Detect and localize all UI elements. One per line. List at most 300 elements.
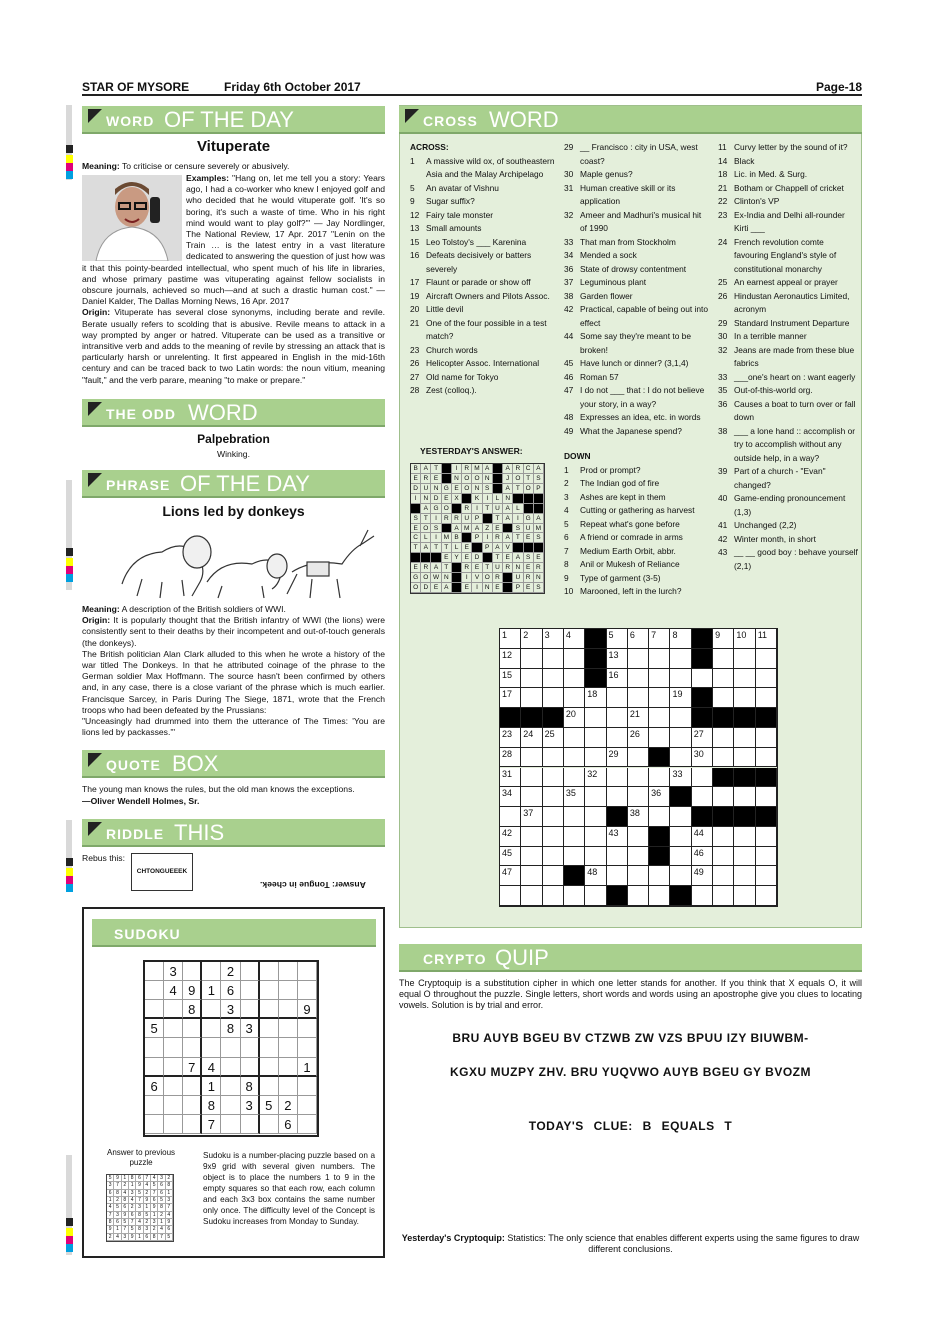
crossword-cell[interactable]: [628, 748, 649, 768]
answer-cell: 3: [166, 1197, 173, 1204]
crossword-cell[interactable]: [670, 708, 691, 728]
clue-item: [718, 141, 860, 155]
answer-cell: E: [493, 583, 503, 593]
sudoku-cell[interactable]: [241, 1038, 260, 1057]
sudoku-cell[interactable]: [241, 981, 260, 1000]
clue-text: Human creative skill or its application: [580, 182, 676, 206]
clue-text: Roman 57: [580, 371, 619, 382]
crossword-cell[interactable]: [756, 649, 777, 669]
clue-text: Practical, capable of being out into effect: [580, 304, 709, 328]
answer-cell: O: [421, 573, 431, 583]
crossword-cell[interactable]: [521, 748, 542, 768]
sudoku-cell[interactable]: [183, 1038, 202, 1057]
cell-number: 29: [608, 748, 619, 759]
crossword-cell[interactable]: [543, 807, 564, 827]
sudoku-cell[interactable]: [145, 1096, 164, 1115]
sudoku-cell[interactable]: [202, 1019, 221, 1038]
answer-cell: 6: [136, 1175, 143, 1182]
crossword-cell[interactable]: [500, 886, 521, 906]
crossword-cell[interactable]: [649, 688, 670, 708]
crossword-cell[interactable]: [649, 866, 670, 886]
sudoku-cell[interactable]: [260, 1115, 279, 1134]
crossword-cell[interactable]: [500, 748, 521, 768]
crossword-cell[interactable]: [500, 768, 521, 788]
crossword-cell[interactable]: [607, 629, 628, 649]
sudoku-cell[interactable]: [164, 1058, 183, 1077]
crossword-cell[interactable]: [543, 768, 564, 788]
crossword-cell[interactable]: [628, 629, 649, 649]
answer-cell: D: [431, 494, 441, 504]
crossword-cell[interactable]: [607, 866, 628, 886]
crossword-cell[interactable]: [670, 847, 691, 867]
sudoku-cell[interactable]: [145, 981, 164, 1000]
crossword-cell[interactable]: [500, 847, 521, 867]
sudoku-cell[interactable]: [279, 1058, 298, 1077]
sudoku-cell[interactable]: [260, 962, 279, 981]
crossword-cell[interactable]: [628, 787, 649, 807]
crossword-cell[interactable]: [628, 847, 649, 867]
sudoku-cell[interactable]: [164, 1000, 183, 1019]
sudoku-cell[interactable]: [202, 1000, 221, 1019]
color-swatch: [66, 1218, 73, 1226]
crossword-cell[interactable]: [713, 669, 734, 689]
sudoku-cell[interactable]: [221, 1038, 240, 1057]
crossword-cell[interactable]: [649, 649, 670, 669]
crossword-cell[interactable]: [713, 866, 734, 886]
crossword-cell[interactable]: [692, 787, 713, 807]
crossword-cell[interactable]: [734, 728, 755, 748]
clue-number: 43: [718, 547, 728, 557]
banner-title: WORD: [188, 400, 258, 425]
answer-cell: E: [431, 474, 441, 484]
answer-cell: R: [452, 514, 462, 524]
clue-number: 3: [564, 491, 569, 502]
sudoku-cell[interactable]: [260, 981, 279, 1000]
crossword-cell[interactable]: [543, 728, 564, 748]
crossword-cell[interactable]: [500, 827, 521, 847]
clue-number: 15: [410, 236, 420, 247]
crossword-black-cell: [713, 768, 734, 788]
crossword-cell[interactable]: [649, 669, 670, 689]
sudoku-cell[interactable]: [298, 962, 317, 981]
sudoku-cell[interactable]: [164, 1115, 183, 1134]
crossword-cell[interactable]: [649, 886, 670, 906]
sudoku-cell[interactable]: [279, 1019, 298, 1038]
crossword-cell[interactable]: [607, 787, 628, 807]
crossword-cell[interactable]: [500, 807, 521, 827]
crossword-cell[interactable]: [521, 669, 542, 689]
crossword-cell[interactable]: [670, 827, 691, 847]
crossword-cell[interactable]: [564, 827, 585, 847]
sudoku-cell[interactable]: [298, 1096, 317, 1115]
crossword-cell[interactable]: [692, 827, 713, 847]
quote-text: The young man knows the rules, but the old man knows the exceptions.: [82, 784, 355, 794]
crossword-cell[interactable]: [543, 886, 564, 906]
crossword-cell[interactable]: [734, 669, 755, 689]
phrase-banner: [82, 470, 385, 498]
crossword-cell[interactable]: [564, 807, 585, 827]
crossword-cell[interactable]: [500, 866, 521, 886]
crossword-cell[interactable]: [756, 748, 777, 768]
crossword-cell[interactable]: [500, 688, 521, 708]
crossword-cell[interactable]: [628, 688, 649, 708]
crossword-cell[interactable]: [734, 629, 755, 649]
crossword-cell[interactable]: [734, 847, 755, 867]
clue-item: [410, 249, 555, 276]
clue-text: Expresses an idea, etc. in words: [580, 412, 701, 422]
answer-cell: P: [513, 583, 523, 593]
crossword-cell[interactable]: [543, 688, 564, 708]
sudoku-cell[interactable]: [221, 1115, 240, 1134]
clue-number: 44: [564, 331, 574, 341]
crossword-cell[interactable]: [607, 688, 628, 708]
answer-cell: T: [442, 543, 452, 553]
crossword-cell[interactable]: [628, 768, 649, 788]
crossword-cell[interactable]: [670, 807, 691, 827]
sudoku-cell[interactable]: [164, 1038, 183, 1057]
sudoku-cell[interactable]: [241, 1000, 260, 1019]
sudoku-cell[interactable]: [145, 1000, 164, 1019]
crossword-cell[interactable]: [585, 768, 606, 788]
answer-cell: 5: [114, 1204, 121, 1211]
crossword-cell[interactable]: [543, 748, 564, 768]
clue-item: [564, 545, 709, 559]
sudoku-cell[interactable]: [202, 1038, 221, 1057]
crossword-cell[interactable]: [734, 827, 755, 847]
crossword-cell[interactable]: [564, 688, 585, 708]
sudoku-cell[interactable]: [164, 1077, 183, 1096]
crossword-cell[interactable]: [607, 649, 628, 669]
crossword-cell[interactable]: [713, 748, 734, 768]
crossword-cell[interactable]: [734, 866, 755, 886]
crossword-cell[interactable]: [670, 629, 691, 649]
crossword-cell[interactable]: [692, 886, 713, 906]
crossword-cell[interactable]: [607, 827, 628, 847]
clue-text: Sugar suffix?: [426, 196, 475, 206]
crossword-cell[interactable]: [713, 787, 734, 807]
crossword-cell[interactable]: [521, 866, 542, 886]
answer-cell: [442, 474, 452, 484]
sudoku-cell[interactable]: [279, 1038, 298, 1057]
crossword-cell[interactable]: [713, 847, 734, 867]
color-swatch: [66, 171, 73, 179]
crossword-cell[interactable]: [670, 728, 691, 748]
crossword-cell[interactable]: [692, 669, 713, 689]
word-meaning: Meaning: To criticise or censure severely or abusively.: [82, 161, 290, 171]
crossword-cell[interactable]: [670, 866, 691, 886]
crossword-cell[interactable]: [521, 827, 542, 847]
answer-cell: S: [534, 474, 544, 484]
crossword-cell[interactable]: [756, 886, 777, 906]
sudoku-cell[interactable]: [279, 962, 298, 981]
sudoku-cell[interactable]: [202, 962, 221, 981]
crossword-cell[interactable]: [734, 748, 755, 768]
clue-number: 32: [718, 344, 728, 355]
sudoku-cell[interactable]: [241, 1115, 260, 1134]
clue-text: __ Francisco : city in USA, west coast?: [580, 142, 698, 166]
crossword-cell[interactable]: [543, 866, 564, 886]
answer-cell: E: [534, 553, 544, 563]
crossword-cell[interactable]: [585, 748, 606, 768]
answer-cell: S: [483, 484, 493, 494]
sudoku-cell[interactable]: [183, 1019, 202, 1038]
clue-number: 1: [564, 464, 569, 475]
crossword-cell[interactable]: [564, 728, 585, 748]
crossword-cell[interactable]: [500, 649, 521, 669]
clue-number: 23: [410, 344, 420, 355]
crossword-cell[interactable]: [734, 787, 755, 807]
crossword-cell[interactable]: [692, 728, 713, 748]
sudoku-cell: 1: [298, 1058, 317, 1077]
sudoku-cell[interactable]: [164, 1019, 183, 1038]
color-swatch: [66, 548, 73, 556]
sudoku-cell[interactable]: [221, 1058, 240, 1077]
crossword-cell[interactable]: [564, 669, 585, 689]
yesterday-answer-heading: YESTERDAY'S ANSWER:: [420, 446, 523, 456]
crossword-cell[interactable]: [670, 768, 691, 788]
crossword-cell[interactable]: [756, 728, 777, 748]
crossword-cell[interactable]: [564, 708, 585, 728]
answer-cell: P: [472, 533, 482, 543]
crossword-cell[interactable]: [543, 649, 564, 669]
sudoku-cell[interactable]: [298, 1077, 317, 1096]
crossword-cell[interactable]: [585, 886, 606, 906]
clue-item: [410, 182, 555, 196]
answer-cell: 5: [151, 1182, 158, 1189]
crossword-cell[interactable]: [521, 728, 542, 748]
sudoku-cell[interactable]: [279, 1000, 298, 1019]
crossword-cell[interactable]: [756, 787, 777, 807]
sudoku-cell[interactable]: [241, 962, 260, 981]
crossword-cell[interactable]: [756, 688, 777, 708]
crossword-cell[interactable]: [692, 748, 713, 768]
crossword-cell[interactable]: [628, 827, 649, 847]
crossword-cell[interactable]: [543, 847, 564, 867]
sudoku-cell[interactable]: [260, 1019, 279, 1038]
crossword-cell[interactable]: [521, 847, 542, 867]
crossword-cell[interactable]: [628, 708, 649, 728]
crossword-cell[interactable]: [543, 629, 564, 649]
answer-cell: W: [431, 573, 441, 583]
crossword-cell[interactable]: [564, 649, 585, 669]
crossword-cell[interactable]: [734, 649, 755, 669]
crossword-cell[interactable]: [521, 768, 542, 788]
answer-cell: G: [442, 484, 452, 494]
crossword-cell[interactable]: [649, 728, 670, 748]
sudoku-cell: 8: [202, 1096, 221, 1115]
crossword-cell[interactable]: [734, 886, 755, 906]
crossword-cell[interactable]: [521, 688, 542, 708]
answer-cell: E: [462, 543, 472, 553]
crossword-cell[interactable]: [692, 866, 713, 886]
crossword-cell[interactable]: [585, 866, 606, 886]
answer-cell: I: [483, 494, 493, 504]
crossword-black-cell: [756, 807, 777, 827]
answer-cell: T: [483, 504, 493, 514]
clue-text: Winter month, in short: [734, 533, 816, 544]
crossword-cell[interactable]: [585, 688, 606, 708]
answer-cell: I: [462, 573, 472, 583]
clue-text: Zest (colloq.).: [426, 385, 477, 395]
crossword-cell[interactable]: [713, 886, 734, 906]
clue-number: 8: [564, 559, 569, 569]
crossword-cell[interactable]: [670, 748, 691, 768]
crossword-cell[interactable]: [649, 807, 670, 827]
crossword-cell[interactable]: [670, 649, 691, 669]
crossword-cell[interactable]: [500, 728, 521, 748]
crossword-cell[interactable]: [564, 787, 585, 807]
crossword-cell[interactable]: [713, 728, 734, 748]
crossword-cell[interactable]: [628, 728, 649, 748]
crossword-cell[interactable]: [607, 748, 628, 768]
answer-cell: 6: [114, 1219, 121, 1226]
answer-cell: [534, 494, 544, 504]
answer-cell: D: [472, 553, 482, 563]
crossword-cell[interactable]: [564, 768, 585, 788]
banner-title: OF THE DAY: [180, 471, 310, 496]
crossword-cell[interactable]: [585, 807, 606, 827]
sudoku-cell[interactable]: [298, 1019, 317, 1038]
sudoku-cell[interactable]: [145, 1038, 164, 1057]
crossword-cell[interactable]: [713, 629, 734, 649]
crossword-black-cell: [649, 748, 670, 768]
crossword-cell[interactable]: [564, 886, 585, 906]
sudoku-cell[interactable]: [298, 1115, 317, 1134]
sudoku-cell[interactable]: [298, 1038, 317, 1057]
crossword-cell[interactable]: [756, 847, 777, 867]
answer-cell: R: [462, 464, 472, 474]
crossword-cell[interactable]: [521, 629, 542, 649]
crossword-cell[interactable]: [564, 629, 585, 649]
crossword-cell[interactable]: [756, 669, 777, 689]
crossword-cell[interactable]: [585, 708, 606, 728]
clue-number: 29: [564, 142, 574, 152]
crossword-cell[interactable]: [670, 669, 691, 689]
crossword-cell[interactable]: [649, 787, 670, 807]
crossword-cell[interactable]: [607, 669, 628, 689]
crossword-cell[interactable]: [607, 728, 628, 748]
crossword-cell[interactable]: [585, 847, 606, 867]
crossword-cell[interactable]: [585, 787, 606, 807]
crossword-cell[interactable]: [607, 708, 628, 728]
crossword-cell[interactable]: [628, 649, 649, 669]
color-swatch: [66, 868, 73, 876]
crossword-cell[interactable]: [564, 748, 585, 768]
crossword-black-cell: [756, 768, 777, 788]
clue-text: Causes a boat to turn over or fall down: [734, 398, 856, 422]
sudoku-cell[interactable]: [260, 1058, 279, 1077]
clue-item: [718, 371, 860, 385]
color-swatch: [66, 163, 73, 171]
crossword-cell[interactable]: [649, 768, 670, 788]
sudoku-cell: 3: [241, 1096, 260, 1115]
cell-number: 26: [629, 728, 640, 739]
sudoku-cell[interactable]: [279, 981, 298, 1000]
crossword-cell[interactable]: [543, 787, 564, 807]
answer-cell: E: [411, 524, 421, 534]
sudoku-cell[interactable]: [183, 1115, 202, 1134]
crossword-cell[interactable]: [500, 787, 521, 807]
answer-cell: [421, 553, 431, 563]
sudoku-cell[interactable]: [145, 1058, 164, 1077]
sudoku-cell[interactable]: [221, 1096, 240, 1115]
crossword-cell[interactable]: [543, 669, 564, 689]
crossword-cell[interactable]: [564, 847, 585, 867]
answer-cell: [524, 543, 534, 553]
crossword-cell[interactable]: [649, 629, 670, 649]
sudoku-cell[interactable]: [279, 1077, 298, 1096]
crossword-cell[interactable]: [500, 629, 521, 649]
crossword-cell[interactable]: [607, 847, 628, 867]
crossword-cell[interactable]: [500, 669, 521, 689]
sudoku-cell[interactable]: [298, 981, 317, 1000]
sudoku-cell[interactable]: [183, 1077, 202, 1096]
clue-text: French revolution comte favouring England's style of constitutional monarchy: [734, 236, 837, 274]
answer-cell: G: [524, 514, 534, 524]
sudoku-cell[interactable]: [221, 1077, 240, 1096]
sudoku-cell: 3: [221, 1000, 240, 1019]
crossword-cell[interactable]: [585, 728, 606, 748]
crossword-cell[interactable]: [521, 807, 542, 827]
crossword-cell[interactable]: [607, 768, 628, 788]
crossword-cell[interactable]: [628, 866, 649, 886]
crossword-cell[interactable]: [692, 847, 713, 867]
clue-text: Church words: [426, 344, 478, 355]
sudoku-cell[interactable]: [241, 1058, 260, 1077]
crossword-cell[interactable]: [713, 827, 734, 847]
crossword-cell[interactable]: [628, 886, 649, 906]
crossword-cell[interactable]: [649, 708, 670, 728]
clue-text: __ __ good boy : behave yourself (2,1): [734, 547, 858, 571]
banner-label: SUDOKU: [114, 926, 181, 942]
crossword-cell[interactable]: [521, 886, 542, 906]
sudoku-cell[interactable]: [145, 1115, 164, 1134]
sudoku-cell[interactable]: [260, 1000, 279, 1019]
banner-label: THE ODD: [106, 406, 176, 422]
crossword-cell[interactable]: [713, 688, 734, 708]
clue-item: [410, 290, 555, 304]
clue-text: Mended a sock: [580, 250, 637, 260]
sudoku-cell[interactable]: [145, 962, 164, 981]
crossword-cell[interactable]: [756, 629, 777, 649]
crossword-cell[interactable]: [692, 768, 713, 788]
crossword-cell[interactable]: [734, 688, 755, 708]
answer-cell: 5: [107, 1175, 114, 1182]
crossword-cell[interactable]: [713, 649, 734, 669]
crossword-cell[interactable]: [756, 827, 777, 847]
sudoku-cell[interactable]: [260, 1038, 279, 1057]
crossword-cell[interactable]: [585, 827, 606, 847]
cell-number: 20: [565, 709, 576, 720]
crossword-cell[interactable]: [543, 827, 564, 847]
clue-text: Flaunt or parade or show off: [426, 277, 531, 287]
sudoku-cell[interactable]: [164, 1096, 183, 1115]
crossword-cell[interactable]: [521, 649, 542, 669]
clue-number: 48: [564, 412, 574, 422]
answer-cell: 6: [107, 1190, 114, 1197]
crossword-cell[interactable]: [628, 669, 649, 689]
crossword-cell[interactable]: [521, 787, 542, 807]
cell-number: 8: [672, 630, 678, 640]
sudoku-cell[interactable]: [183, 1096, 202, 1115]
sudoku-cell[interactable]: [183, 962, 202, 981]
cryptoquip-intro: The Cryptoquip is a substitution cipher in which one letter stands for another. If you think that X equals O, it will equal O throughout the puzzle. Single letters, short words and words using an apostrophe give you clues to locating vowels. Solution is by trial and error.: [399, 978, 862, 1011]
answer-cell: 3: [158, 1175, 165, 1182]
crossword-cell[interactable]: [628, 807, 649, 827]
crossword-cell[interactable]: [670, 688, 691, 708]
crossword-cell[interactable]: [756, 866, 777, 886]
sudoku-cell[interactable]: [260, 1077, 279, 1096]
